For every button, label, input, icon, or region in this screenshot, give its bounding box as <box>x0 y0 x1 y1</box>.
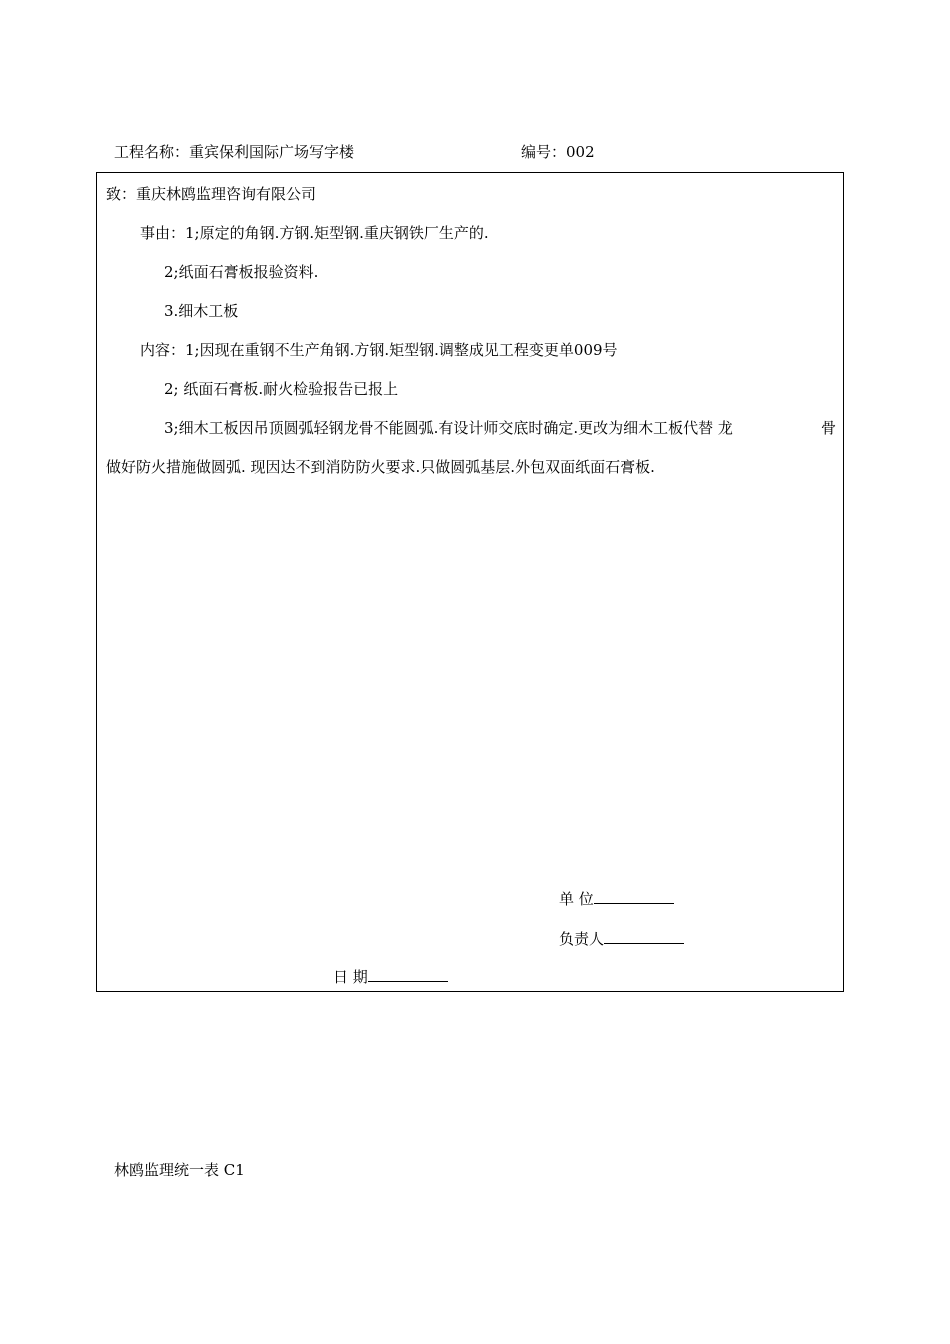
reason-line-1: 事由：1;原定的角钢.方钢.矩型钢.重庆钢铁厂生产的. <box>140 224 489 242</box>
content-line-3-main: 3;细木工板因吊顶圆弧轻钢龙骨不能圆弧.有设计师交底时确定.更改为细木工板代替 龙 <box>164 419 733 437</box>
unit-blank[interactable] <box>594 887 674 904</box>
content-line-2: 2; 纸面石膏板.耐火检验报告已报上 <box>164 380 399 398</box>
content-box <box>96 172 844 992</box>
person-blank[interactable] <box>604 927 684 944</box>
signature-unit <box>559 887 674 909</box>
content-line-4: 做好防火措施做圆弧. 现因达不到消防防火要求.只做圆弧基层.外包双面纸面石膏板. <box>106 458 655 476</box>
date-blank[interactable] <box>368 965 448 982</box>
signature-date <box>333 965 448 987</box>
unit-label: 单 位 <box>559 890 594 908</box>
project-name: 工程名称：重宾保利国际广场写字楼 <box>114 143 355 161</box>
content-line-3 <box>164 418 836 438</box>
content-line-3-end: 骨 <box>820 419 836 437</box>
content-line-1: 内容：1;因现在重钢不生产角钢.方钢.矩型钢.调整成见工程变更单009号 <box>140 341 618 359</box>
recipient-line: 致：重庆林鸥监理咨询有限公司 <box>106 185 317 203</box>
person-label: 负责人 <box>559 930 605 948</box>
document-number: 编号：002 <box>521 143 595 161</box>
date-label: 日 期 <box>333 968 368 986</box>
signature-person <box>559 927 684 949</box>
form-code: 林鸥监理统一表 C1 <box>114 1161 245 1179</box>
reason-line-2: 2;纸面石膏板报验资料. <box>164 263 319 281</box>
reason-line-3: 3.细木工板 <box>164 302 239 320</box>
